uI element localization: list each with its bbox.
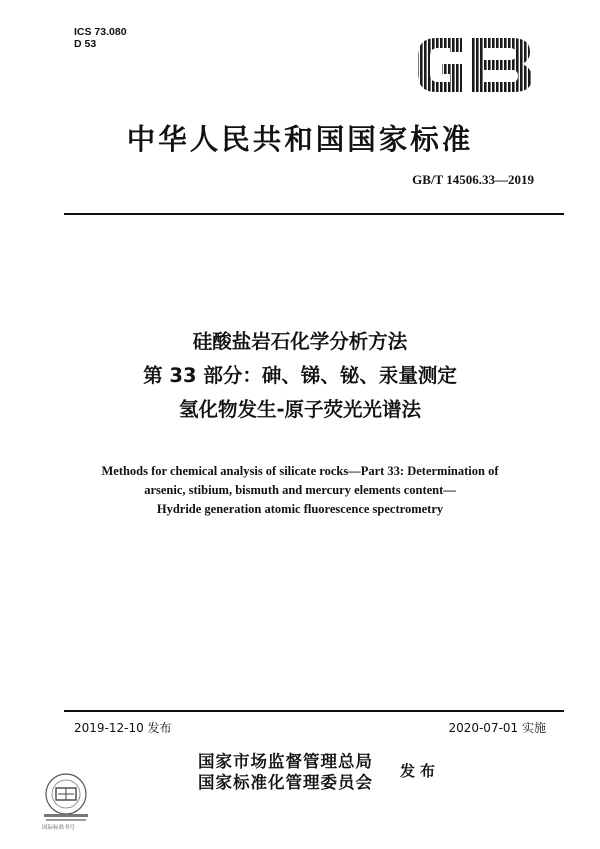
publisher-seal-icon	[36, 770, 96, 828]
issuing-authorities	[198, 751, 373, 793]
doc-title-en-line-2: arsenic, stibium, bismuth and mercury elements content—	[144, 483, 456, 497]
issue-date: 2019-12-10 发布	[74, 721, 172, 735]
seal-caption: 国际标准书号	[42, 825, 76, 831]
ics-code: ICS 73.080	[74, 26, 127, 38]
national-standard-title: 中华人民共和国国家标准	[126, 123, 474, 156]
divider-bottom	[64, 710, 564, 712]
divider-top	[64, 213, 564, 215]
doc-title-cn-line-2: 第 33 部分：砷、锑、铋、汞量测定	[143, 364, 457, 387]
standard-number: GB/T 14506.33—2019	[412, 172, 534, 187]
ics-classification	[74, 26, 127, 50]
doc-title-en-line-1: Methods for chemical analysis of silicate rocks—Part 33: Determination of	[101, 464, 499, 478]
gb-logo-icon	[416, 36, 534, 94]
doc-title-en-line-3: Hydride generation atomic fluorescence spectrometry	[156, 502, 444, 516]
implementation-date: 2020-07-01 实施	[448, 721, 546, 735]
doc-title-cn-line-3: 氢化物发生-原子荧光光谱法	[178, 398, 422, 421]
issue-label: 发布	[400, 762, 441, 780]
issuer-samr: 国家市场监督管理总局	[198, 752, 373, 771]
issuer-sac: 国家标准化管理委员会	[198, 773, 373, 792]
doc-title-cn-line-1: 硅酸盐岩石化学分析方法	[192, 330, 408, 353]
ccs-code: D 53	[74, 38, 97, 50]
